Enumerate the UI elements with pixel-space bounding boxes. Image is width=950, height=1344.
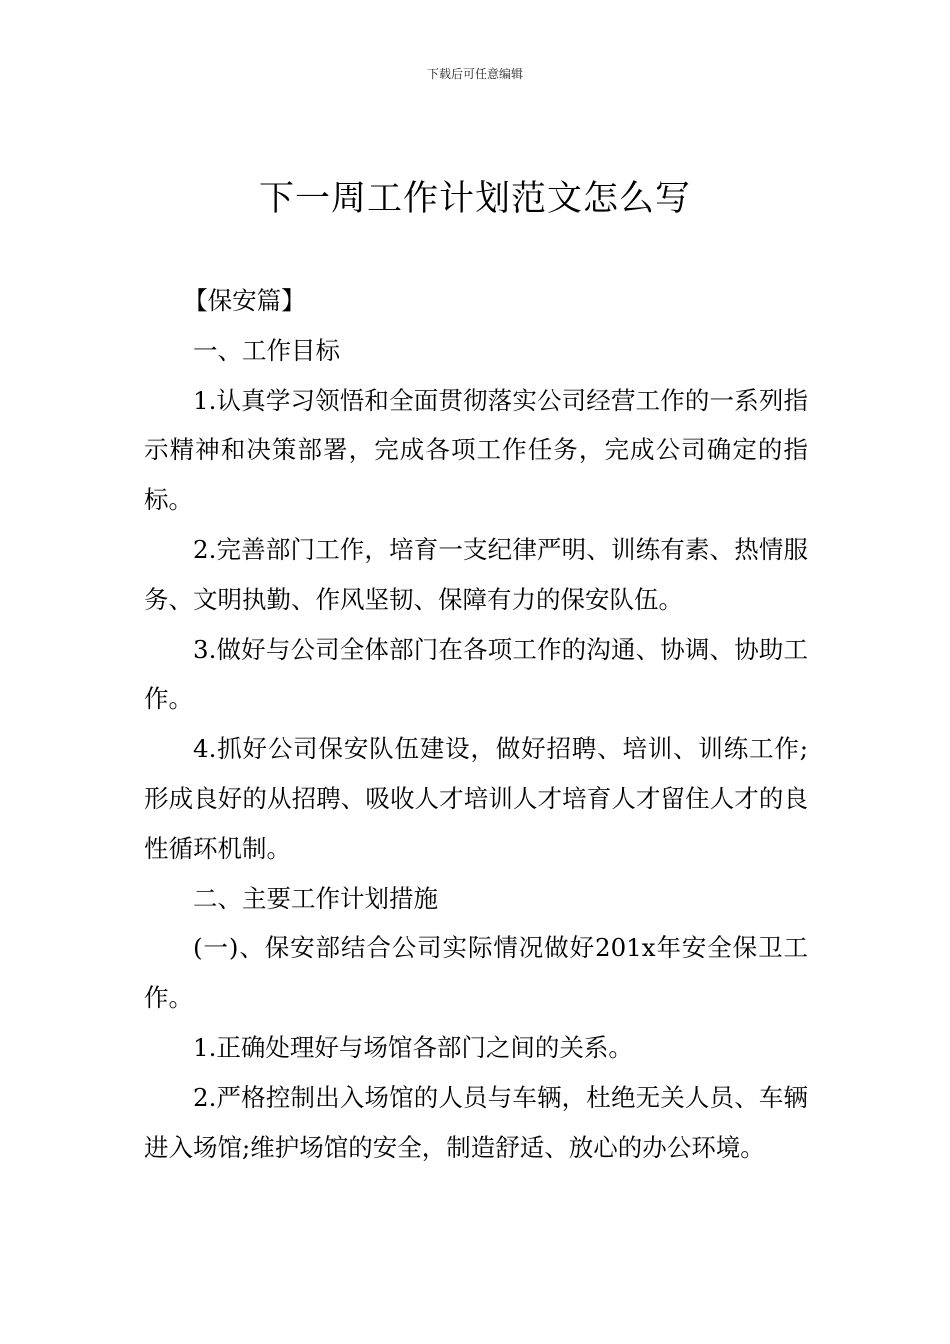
paragraph-measure-2: 2.严格控制出入场馆的人员与车辆，杜绝无关人员、车辆进入场馆;维护场馆的安全，制造舒适、放心的办公环境。	[144, 1082, 808, 1162]
heading-measures: 二、主要工作计划措施	[193, 883, 438, 913]
paragraph-goal-3: 3.做好与公司全体部门在各项工作的沟通、协调、协助工作。	[144, 634, 808, 714]
paragraph-measure-intro: (一)、保安部结合公司实际情况做好201x年安全保卫工作。	[144, 933, 808, 1013]
paragraph-goal-1: 1.认真学习领悟和全面贯彻落实公司经营工作的一系列指示精神和决策部署，完成各项工作任务，完成公司确定的指标。	[144, 385, 808, 515]
document-body	[144, 276, 808, 1172]
heading-goals: 一、工作目标	[193, 335, 340, 365]
paragraph-goal-2: 2.完善部门工作，培育一支纪律严明、训练有素、热情服务、文明执勤、作风坚韧、保障有力的保安队伍。	[144, 534, 808, 614]
document-title: 下一周工作计划范文怎么写	[258, 179, 691, 219]
header-note: 下载后可任意编辑	[426, 67, 523, 81]
paragraph-measure-1: 1.正确处理好与场馆各部门之间的关系。	[193, 1032, 633, 1062]
paragraph-goal-4: 4.抓好公司保安队伍建设，做好招聘、培训、训练工作;形成良好的从招聘、吸收人才培训人才培育人才留住人才的良性循环机制。	[144, 734, 808, 863]
section-tag: 【保安篇】	[183, 286, 306, 315]
